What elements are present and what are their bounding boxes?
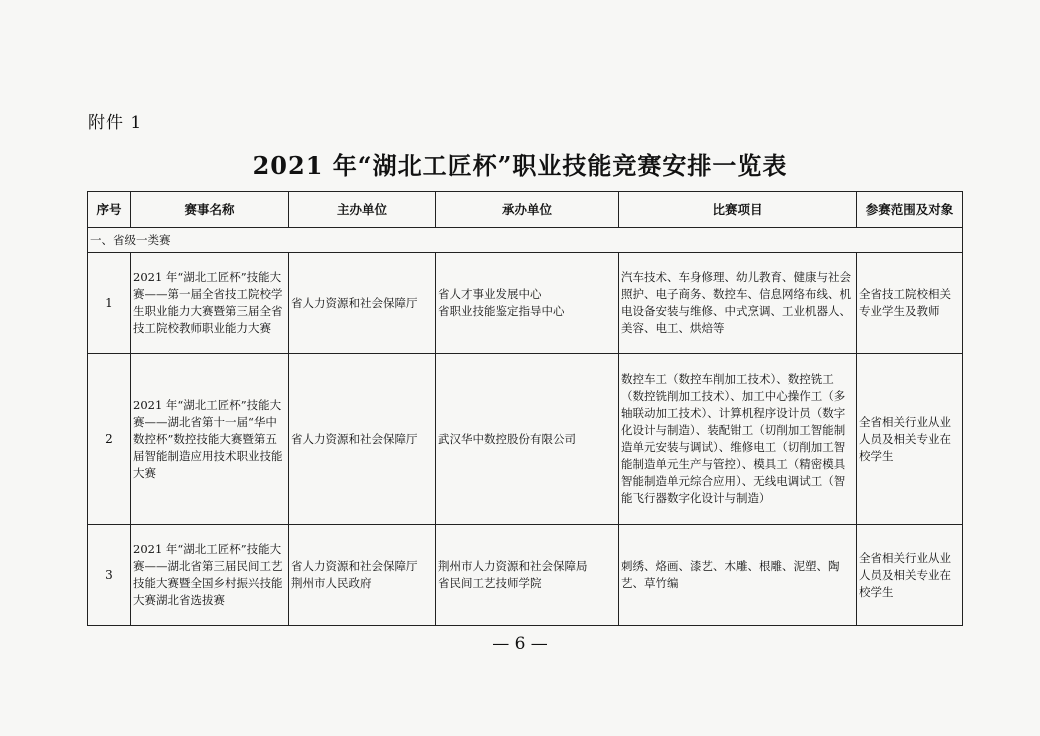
row-organizer: 武汉华中数控股份有限公司 — [436, 354, 619, 525]
row-events: 刺绣、烙画、漆艺、木雕、根雕、泥塑、陶艺、草竹编 — [619, 525, 857, 626]
table-row — [88, 253, 963, 354]
header-events: 比赛项目 — [619, 192, 857, 228]
row-seq: 3 — [88, 525, 131, 626]
page-title: 2021 年“湖北工匠杯”职业技能竞赛安排一览表 — [252, 151, 788, 180]
header-seq: 序号 — [88, 192, 131, 228]
table-row — [88, 525, 963, 626]
row-scope: 全省相关行业从业人员及相关专业在校学生 — [857, 525, 963, 626]
schedule-table — [87, 191, 963, 626]
section-row — [88, 228, 963, 253]
row-host: 省人力资源和社会保障厅 — [289, 354, 436, 525]
table-header-row — [88, 192, 963, 228]
row-name: 2021 年“湖北工匠杯”技能大赛——湖北省第十一届“华中数控杯”数控技能大赛暨第五届智能制造应用技术职业技能大赛 — [131, 354, 289, 525]
header-scope: 参赛范围及对象 — [857, 192, 963, 228]
header-host: 主办单位 — [289, 192, 436, 228]
section-label: 一、省级一类赛 — [88, 228, 963, 253]
row-host: 省人力资源和社会保障厅 荆州市人民政府 — [289, 525, 436, 626]
row-seq: 2 — [88, 354, 131, 525]
table-row — [88, 354, 963, 525]
row-scope: 全省技工院校相关专业学生及教师 — [857, 253, 963, 354]
row-events: 汽车技术、车身修理、幼儿教育、健康与社会照护、电子商务、数控车、信息网络布线、机电设备安装与维修、中式烹调、工业机器人、美容、电工、烘焙等 — [619, 253, 857, 354]
row-name: 2021 年“湖北工匠杯”技能大赛——湖北省第三届民间工艺技能大赛暨全国乡村振兴技能大赛湖北省选拔赛 — [131, 525, 289, 626]
row-host: 省人力资源和社会保障厅 — [289, 253, 436, 354]
attachment-label: 附件 1 — [88, 113, 143, 133]
header-organizer: 承办单位 — [436, 192, 619, 228]
row-seq: 1 — [88, 253, 131, 354]
row-events: 数控车工（数控车削加工技术）、数控铣工（数控铣削加工技术）、加工中心操作工（多轴联动加工技术）、计算机程序设计员（数字化设计与制造）、装配钳工（切削加工智能制造单元安装与调试）、维修电工（切削加工智能制造单元生产与管控）、模具工（精密模具智能制造单元综合应用）、无线电调试工（智能飞行器数字化设计与制造） — [619, 354, 857, 525]
row-name: 2021 年“湖北工匠杯”技能大赛——第一届全省技工院校学生职业能力大赛暨第三届全省技工院校教师职业能力大赛 — [131, 253, 289, 354]
row-organizer: 荆州市人力资源和社会保障局 省民间工艺技师学院 — [436, 525, 619, 626]
row-organizer: 省人才事业发展中心 省职业技能鉴定指导中心 — [436, 253, 619, 354]
header-name: 赛事名称 — [131, 192, 289, 228]
page-number: — 6 — — [492, 634, 548, 654]
row-scope: 全省相关行业从业人员及相关专业在校学生 — [857, 354, 963, 525]
